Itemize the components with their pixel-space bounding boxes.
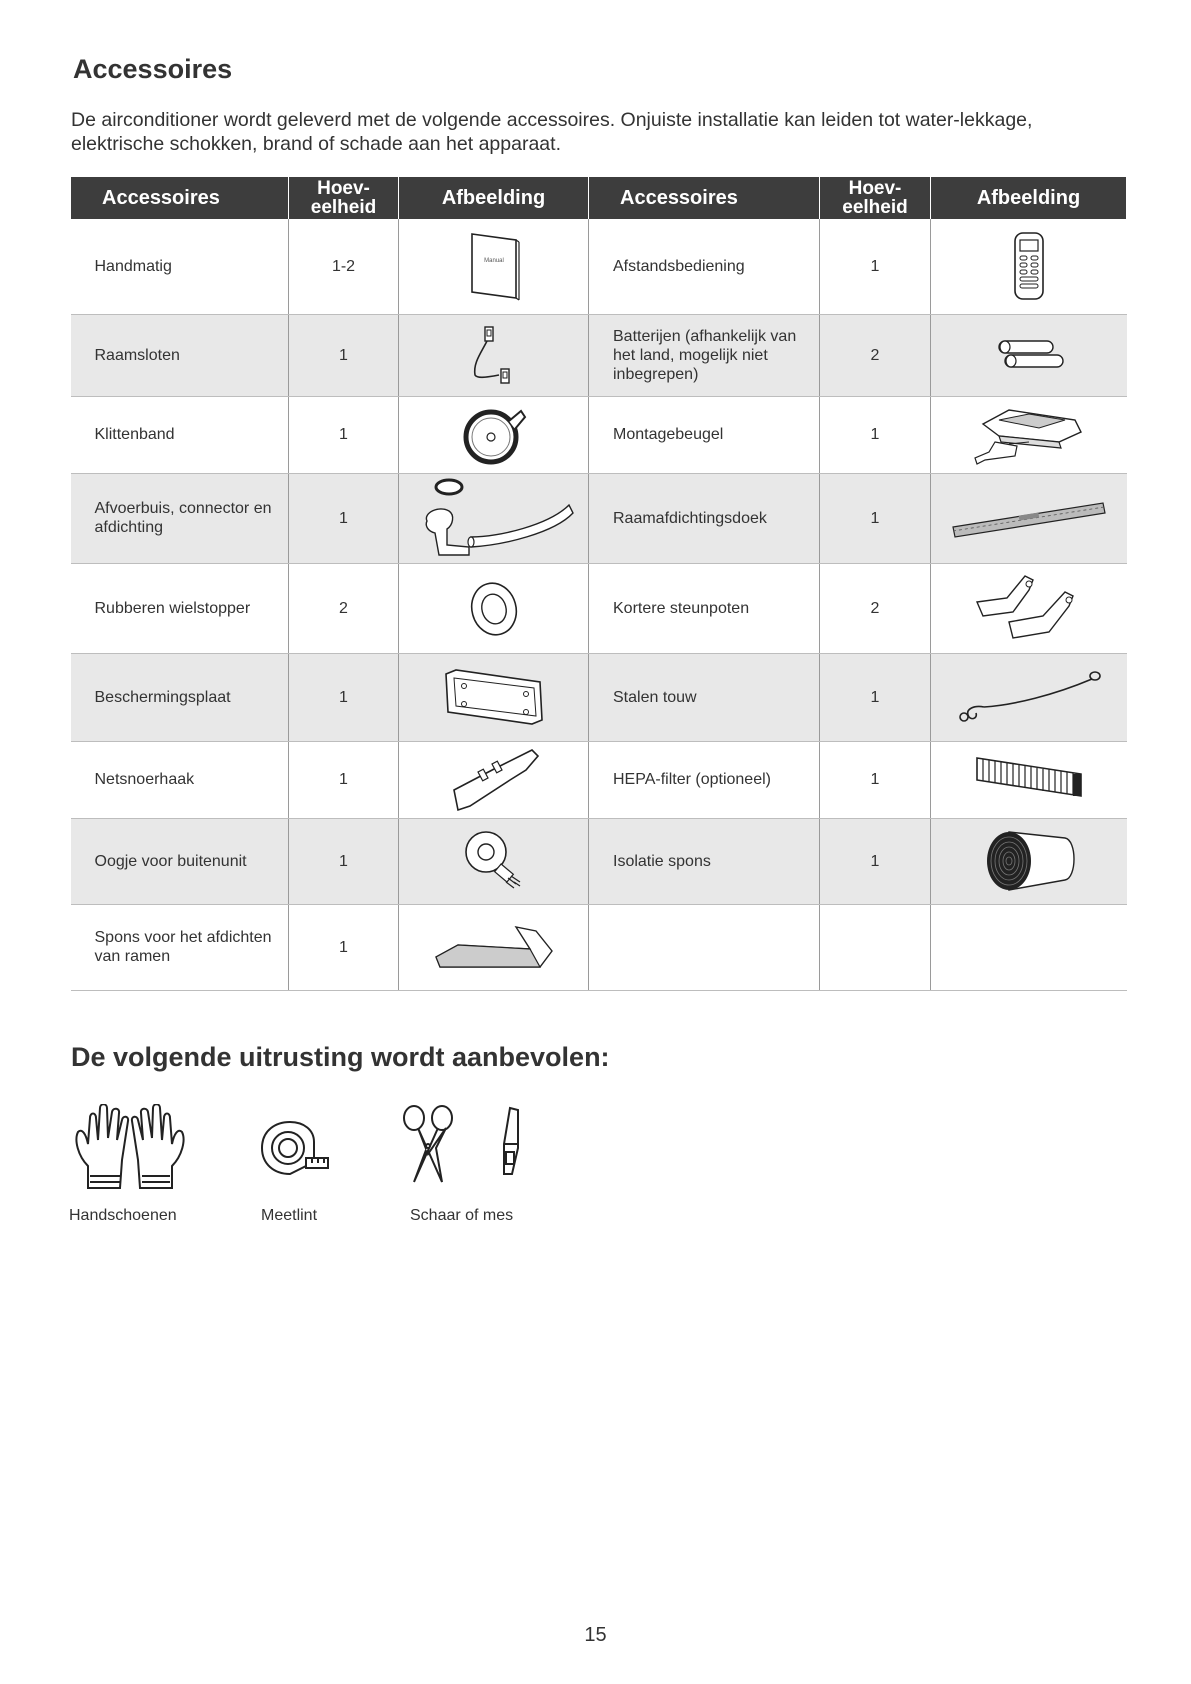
accessory-image (931, 563, 1127, 653)
accessory-name: Handmatig (71, 219, 289, 314)
accessory-quantity: 1 (820, 473, 931, 563)
mounting-bracket-icon (969, 402, 1089, 468)
hepa-filter-icon (973, 754, 1085, 806)
rubber-ring-icon (464, 578, 524, 638)
accessory-name: Stalen touw (589, 653, 820, 741)
accessory-image (399, 219, 589, 314)
accessory-image (931, 653, 1127, 741)
section-title: Accessoires (73, 54, 233, 84)
support-legs-icon (969, 568, 1089, 648)
accessory-quantity: 1 (820, 818, 931, 904)
accessory-quantity: 1-2 (289, 219, 399, 314)
accessory-quantity: 2 (289, 563, 399, 653)
accessory-name: Isolatie spons (589, 818, 820, 904)
table-header-row (71, 177, 1127, 219)
accessory-name: Rubberen wielstopper (71, 563, 289, 653)
accessory-name: HEPA-filter (optioneel) (589, 741, 820, 818)
accessory-image (399, 818, 589, 904)
accessory-image (399, 473, 589, 563)
accessory-image (399, 396, 589, 473)
accessory-name: Klittenband (71, 396, 289, 473)
tool-label-tape: Meetlint (261, 1207, 318, 1224)
header-quantity-line1: Hoev- (848, 178, 902, 199)
table-row (71, 314, 1127, 396)
accessory-name: Netsnoerhaak (71, 741, 289, 818)
table-row (71, 653, 1127, 741)
window-sponge-icon (432, 923, 556, 971)
accessory-quantity: 1 (289, 473, 399, 563)
accessory-name: Batterijen (afhankelijk van het land, mogelijk niet inbegrepen) (589, 314, 820, 396)
accessory-image (931, 314, 1127, 396)
table-row (71, 904, 1127, 990)
accessory-image (399, 563, 589, 653)
accessory-quantity: 1 (820, 219, 931, 314)
accessory-name: Oogje voor buitenunit (71, 818, 289, 904)
header-accessories: Accessoires (71, 177, 289, 219)
accessory-name: Kortere steunpoten (589, 563, 820, 653)
table-row (71, 473, 1127, 563)
table-row (71, 396, 1127, 473)
gloves-tool (72, 1104, 188, 1199)
table-row (71, 818, 1127, 904)
accessory-quantity: 2 (820, 563, 931, 653)
scissors-knife-tool (400, 1104, 530, 1191)
manual-cover-text: Manual (483, 258, 504, 265)
table-row (71, 219, 1127, 314)
header-image: Afbeelding (399, 177, 589, 219)
accessory-image (399, 904, 589, 990)
table-row (71, 741, 1127, 818)
accessory-name: Spons voor het afdichten van ramen (71, 904, 289, 990)
scissors-knife-icon (400, 1104, 530, 1186)
gloves-icon (72, 1104, 188, 1194)
accessory-image (399, 741, 589, 818)
accessory-quantity: 1 (820, 653, 931, 741)
accessory-name: Afvoerbuis, connector en afdichting (71, 473, 289, 563)
accessory-image (931, 473, 1127, 563)
accessory-name: Raamafdichtingsdoek (589, 473, 820, 563)
accessory-name: Montagebeugel (589, 396, 820, 473)
header-quantity (289, 177, 399, 219)
accessory-image (399, 653, 589, 741)
tool-label-gloves: Handschoenen (69, 1207, 177, 1224)
manual-icon (464, 230, 524, 302)
accessory-quantity: 1 (289, 653, 399, 741)
velcro-tape-icon (459, 403, 529, 467)
header-quantity-line2: eelheid (842, 197, 908, 218)
window-lock-icon (459, 323, 529, 387)
drain-hose-icon (409, 475, 579, 561)
accessories-table (70, 177, 1127, 991)
header-quantity-line2: eelheid (310, 197, 377, 218)
eye-bolt-icon (458, 826, 530, 896)
accessory-quantity: 1 (289, 818, 399, 904)
accessory-quantity: 1 (820, 396, 931, 473)
cord-hook-icon (446, 746, 542, 814)
batteries-icon (989, 335, 1069, 375)
header-quantity (820, 177, 931, 219)
accessory-name (589, 904, 820, 990)
steel-rope-icon (954, 665, 1104, 729)
accessory-quantity: 1 (289, 741, 399, 818)
table-row (71, 563, 1127, 653)
accessory-name: Raamsloten (71, 314, 289, 396)
accessory-image (931, 741, 1127, 818)
accessory-image (931, 396, 1127, 473)
recommended-title: De volgende uitrusting wordt aanbevolen: (71, 1042, 610, 1072)
accessory-quantity: 1 (289, 396, 399, 473)
accessory-name: Afstandsbediening (589, 219, 820, 314)
header-quantity-line1: Hoev- (317, 178, 370, 199)
page-number: 15 (584, 1624, 607, 1646)
accessory-quantity (820, 904, 931, 990)
remote-control-icon (1009, 231, 1049, 301)
header-accessories: Accessoires (589, 177, 820, 219)
accessory-image (399, 314, 589, 396)
tape-measure-tool (256, 1118, 332, 1183)
accessory-quantity: 2 (820, 314, 931, 396)
accessory-quantity: 1 (289, 314, 399, 396)
accessory-quantity: 1 (820, 741, 931, 818)
insulation-sponge-icon (977, 828, 1081, 894)
accessory-image (931, 219, 1127, 314)
accessory-image-empty (931, 904, 1127, 990)
accessory-quantity: 1 (289, 904, 399, 990)
accessory-image (931, 818, 1127, 904)
tape-measure-icon (256, 1118, 332, 1178)
protection-plate-icon (442, 666, 546, 728)
tool-label-scissors: Schaar of mes (410, 1207, 514, 1224)
accessory-name: Beschermingsplaat (71, 653, 289, 741)
header-image: Afbeelding (931, 177, 1127, 219)
intro-text: De airconditioner wordt geleverd met de volgende accessoires. Onjuiste installatie kan leiden tot water-lekkage, elektrische schokken, brand of schade aan het apparaat. (71, 109, 1033, 155)
window-seal-cloth-icon (949, 493, 1109, 543)
